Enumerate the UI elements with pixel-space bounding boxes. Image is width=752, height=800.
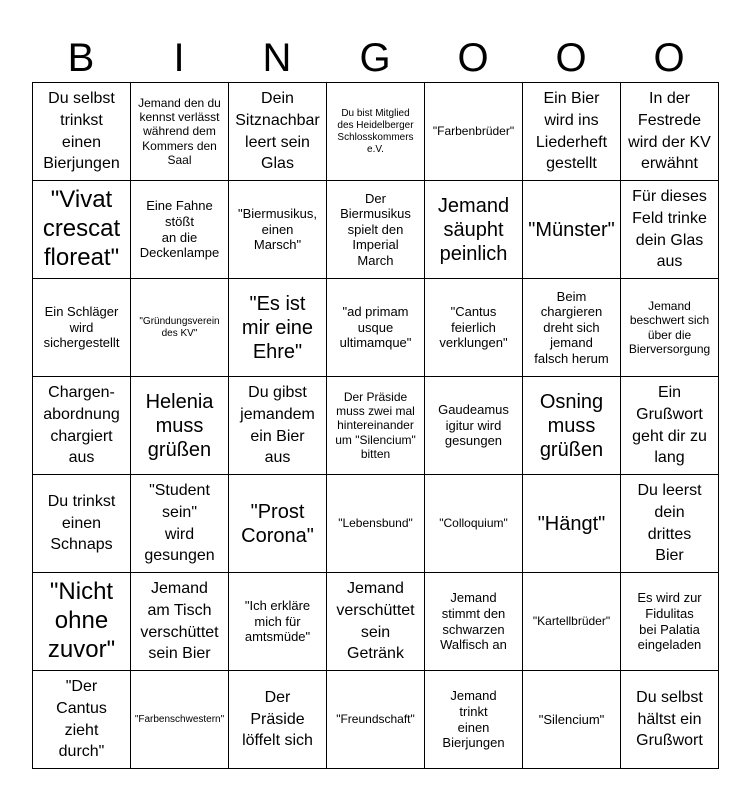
bingo-cell[interactable]: "Der Cantus zieht durch" [33,671,131,769]
bingo-cell[interactable]: Chargen- abordnung chargiert aus [33,377,131,475]
bingo-cell[interactable]: "Ich erkläre mich für amtsmüde" [229,573,327,671]
bingo-cell[interactable]: Gaudeamus igitur wird gesungen [425,377,523,475]
bingo-cell[interactable]: Beim chargieren dreht sich jemand falsch herum [523,279,621,377]
bingo-cell[interactable]: Eine Fahne stößt an die Deckenlampe [131,181,229,279]
bingo-board [32,34,720,769]
bingo-cell[interactable]: "Farbenbrüder" [425,83,523,181]
bingo-cell[interactable]: "Vivat crescat floreat" [33,181,131,279]
bingo-cell[interactable]: Du gibst jemandem ein Bier aus [229,377,327,475]
bingo-cell[interactable]: Du selbst trinkst einen Bierjungen [33,83,131,181]
bingo-cell[interactable]: Dein Sitznachbar leert sein Glas [229,83,327,181]
bingo-cell[interactable]: "Hängt" [523,475,621,573]
bingo-cell[interactable]: Jemand den du kennst verlässt während dem Kommers den Saal [131,83,229,181]
bingo-cell[interactable]: Jemand stimmt den schwarzen Walfisch an [425,573,523,671]
bingo-cell[interactable]: "Nicht ohne zuvor" [33,573,131,671]
bingo-cell[interactable]: Helenia muss grüßen [131,377,229,475]
bingo-cell[interactable]: Der Präside muss zwei mal hintereinander um "Silencium" bitten [327,377,425,475]
bingo-cell[interactable]: "Gründungsverein des KV" [131,279,229,377]
header-letter: I [173,36,185,80]
bingo-cell[interactable]: "Silencium" [523,671,621,769]
bingo-cell[interactable]: Du trinkst einen Schnaps [33,475,131,573]
bingo-cell[interactable]: Jemand trinkt einen Bierjungen [425,671,523,769]
bingo-cell[interactable]: "Freundschaft" [327,671,425,769]
header-letter: O [555,36,587,80]
bingo-cell[interactable]: Ein Grußwort geht dir zu lang [621,377,719,475]
bingo-cell[interactable]: "Student sein" wird gesungen [131,475,229,573]
bingo-cell[interactable]: "ad primam usque ultimamque" [327,279,425,377]
header-letter: N [262,36,292,80]
bingo-cell[interactable]: "Biermusikus, einen Marsch" [229,181,327,279]
bingo-cell[interactable]: "Cantus feierlich verklungen" [425,279,523,377]
bingo-cell[interactable]: Jemand säupht peinlich [425,181,523,279]
bingo-cell[interactable]: Der Biermusikus spielt den Imperial March [327,181,425,279]
bingo-cell[interactable]: "Münster" [523,181,621,279]
header-letter: B [67,36,95,80]
header-letter: O [653,36,685,80]
bingo-cell[interactable]: Der Präside löffelt sich [229,671,327,769]
header-letter: G [359,36,391,80]
bingo-cell[interactable]: In der Festrede wird der KV erwähnt [621,83,719,181]
bingo-cell[interactable]: Jemand verschüttet sein Getränk [327,573,425,671]
bingo-header [32,34,720,82]
bingo-cell[interactable]: Du selbst hältst ein Grußwort [621,671,719,769]
bingo-grid [32,82,719,769]
bingo-cell[interactable]: Jemand am Tisch verschüttet sein Bier [131,573,229,671]
bingo-cell[interactable]: Ein Bier wird ins Liederheft gestellt [523,83,621,181]
bingo-cell[interactable]: Ein Schläger wird sichergestellt [33,279,131,377]
bingo-cell[interactable]: Du leerst dein drittes Bier [621,475,719,573]
bingo-cell[interactable]: "Kartellbrüder" [523,573,621,671]
bingo-cell[interactable]: "Prost Corona" [229,475,327,573]
bingo-cell[interactable]: "Farbenschwestern" [131,671,229,769]
bingo-cell[interactable]: Es wird zur Fidulitas bei Palatia eingeladen [621,573,719,671]
bingo-cell[interactable]: Jemand beschwert sich über die Bierversorgung [621,279,719,377]
bingo-cell[interactable]: Osning muss grüßen [523,377,621,475]
bingo-cell[interactable]: "Lebensbund" [327,475,425,573]
bingo-cell[interactable]: "Colloquium" [425,475,523,573]
bingo-cell[interactable]: Für dieses Feld trinke dein Glas aus [621,181,719,279]
header-letter: O [457,36,489,80]
bingo-cell[interactable]: "Es ist mir eine Ehre" [229,279,327,377]
bingo-cell[interactable]: Du bist Mitglied des Heidelberger Schlosskommers e.V. [327,83,425,181]
